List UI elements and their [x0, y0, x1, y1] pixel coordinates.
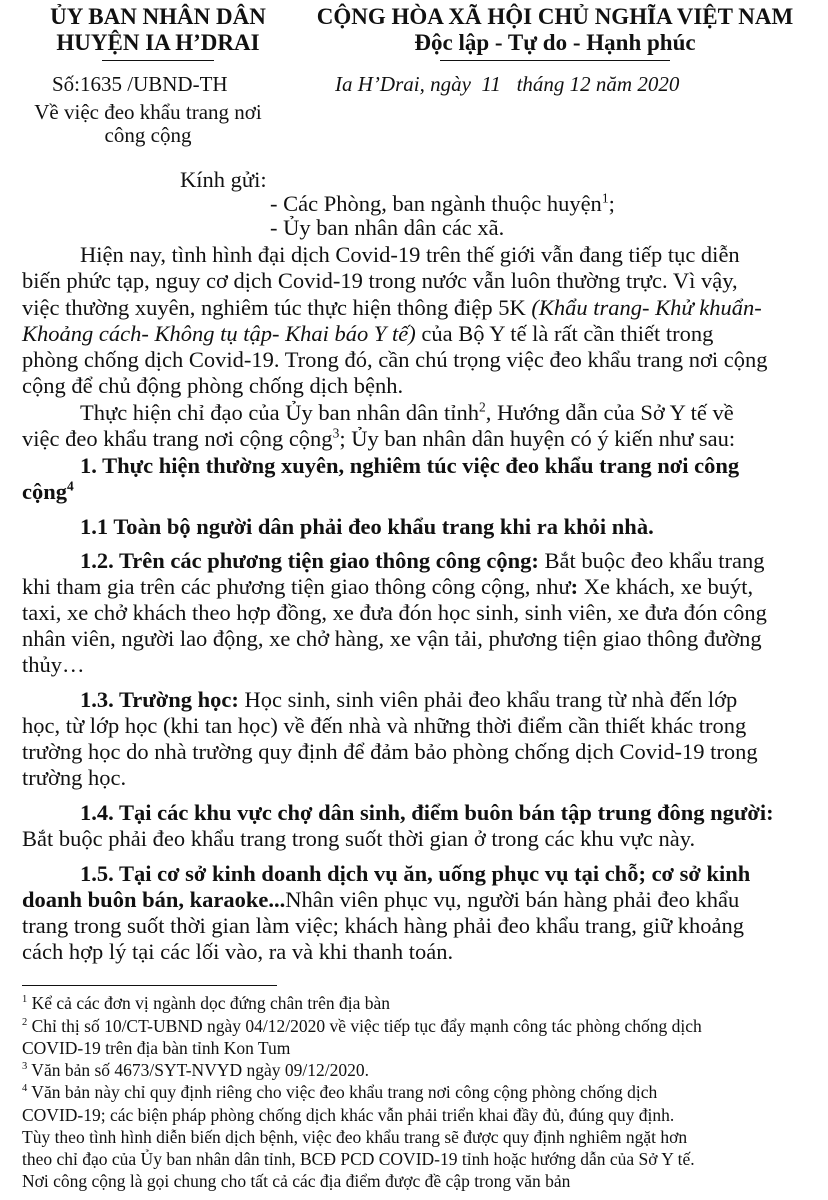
footnote-2-line1: $^2$ Chỉ thị số 10/CT-UBND ngày 04/12/2020 về việc tiếp tục đẩy mạnh công tác phòng chống dịch [22, 1016, 702, 1036]
p2-line2: việc đeo khẩu trang nơi cộng cộng$^3$; Ủy ban nhân dân huyện có ý kiến như sau: [22, 425, 736, 451]
document-number: Số:1635 /UBND-TH [52, 72, 228, 96]
s15-line3: trang trong suốt thời gian làm việc; khách hàng phải đeo khẩu trang, giữ khoảng [22, 913, 745, 938]
s14-line2: Bắt buộc phải đeo khẩu trang trong suốt thời gian ở trong các khu vực này. [22, 826, 696, 851]
footnote-4-line3: Tùy theo tình hình diễn biến dịch bệnh, việc đeo khẩu trang sẽ được quy định nghiêm ngặt hơn [22, 1127, 688, 1147]
s13-line1: 1.3. Trường học: Học sinh, sinh viên phải đeo khẩu trang từ nhà đến lớp [80, 687, 738, 712]
s15-line1: 1.5. Tại cơ sở kinh doanh dịch vụ ăn, uống phục vụ tại chỗ; cơ sở kinh [80, 861, 751, 886]
p1-line3: việc thường xuyên, nghiêm túc thực hiện thông điệp 5K (Khẩu trang- Khử khuẩn- [22, 295, 762, 320]
s12-line4: nhân viên, người lao động, xe chở hàng, xe vận tải, phương tiện giao thông đường [22, 626, 762, 651]
footnote-4-line1: $^4$ Văn bản này chỉ quy định riêng cho việc đeo khẩu trang nơi công cộng phòng chống dịch [22, 1082, 658, 1102]
s12-line3: taxi, xe chở khách theo hợp đồng, xe đưa đón học sinh, sinh viên, xe đưa đón công [22, 600, 767, 625]
p2-line1: Thực hiện chỉ đạo của Ủy ban nhân dân tỉnh$^2$, Hướng dẫn của Sở Y tế về [80, 399, 734, 425]
footnote-ref-4: 4 [67, 478, 74, 494]
footnote-ref-3: 3 [332, 425, 340, 441]
agency-underline [102, 60, 214, 61]
nation-motto: Độc lập - Tự do - Hạnh phúc [414, 30, 696, 55]
footnote-ref-2: 2 [478, 399, 486, 415]
place-date: Ia H’Drai, ngày 11 tháng 12 năm 2020 [335, 72, 680, 96]
p1-line2: biến phức tạp, nguy cơ dịch Covid-19 trong nước vẫn luôn thường trực. Vì vậy, [22, 268, 738, 293]
s15-line2: doanh buôn bán, karaoke...Nhân viên phục vụ, người bán hàng phải đeo khẩu [22, 887, 740, 912]
recipient-1: - Các Phòng, ban ngành thuộc huyện$^1$; [270, 190, 615, 216]
heading-1-line1: 1. Thực hiện thường xuyên, nghiêm túc việc đeo khẩu trang nơi công [80, 453, 740, 478]
s12-line5: thủy… [22, 652, 85, 677]
recipient-2: - Ủy ban nhân dân các xã. [270, 215, 505, 240]
s13-line3: trường học do nhà trường quy định để đảm bảo phòng chống dịch Covid-19 trong [22, 739, 758, 764]
s15-line4: cách hợp lý tại các lối vào, ra và khi thanh toán. [22, 939, 454, 964]
nation-title: CỘNG HÒA XÃ HỘI CHỦ NGHĨA VIỆT NAM [316, 4, 794, 29]
s12-line1: 1.2. Trên các phương tiện giao thông công cộng: Bắt buộc đeo khẩu trang [80, 548, 765, 573]
footnote-4-line4: theo chỉ đạo của Ủy ban nhân dân tỉnh, BCĐ PCD COVID-19 tỉnh hoặc hướng dẫn của Sở Y tế. [22, 1149, 695, 1169]
s13-line4: trường học. [22, 765, 127, 790]
p1-line6: cộng để chủ động phòng chống dịch bệnh. [22, 373, 404, 398]
subject-line1: Về việc đeo khẩu trang nơi [34, 100, 262, 124]
footnote-ref-1: 1 [601, 190, 609, 206]
heading-1-line2: cộng$^4$ [22, 478, 74, 504]
agency-name-line2: HUYỆN IA H’DRAI [56, 30, 260, 55]
p1-line5: phòng chống dịch Covid-19. Trong đó, cần chú trọng việc đeo khẩu trang nơi cộng [22, 347, 768, 372]
section-1-1: 1.1 Toàn bộ người dân phải đeo khẩu trang khi ra khỏi nhà. [80, 514, 654, 539]
p1-line1: Hiện nay, tình hình đại dịch Covid-19 trên thế giới vẫn đang tiếp tục diễn [80, 242, 740, 267]
subject-line2: công cộng [104, 123, 192, 147]
recipients-label: Kính gửi: [180, 167, 267, 192]
motto-underline [440, 60, 670, 61]
p1-line4: Khoảng cách- Không tụ tập- Khai báo Y tế) của Bộ Y tế là rất cần thiết trong [22, 321, 714, 346]
footnote-1: $^1$ Kể cả các đơn vị ngành dọc đứng chân trên địa bàn [22, 993, 391, 1013]
footnote-3: $^3$ Văn bản số 4673/SYT-NVYD ngày 09/12/2020. [22, 1060, 369, 1080]
s12-line2: khi tham gia trên các phương tiện giao thông công cộng, như: Xe khách, xe buýt, [22, 574, 754, 599]
s13-line2: học, từ lớp học (khi tan học) về đến nhà và những thời điểm cần thiết khác trong [22, 713, 747, 738]
footnote-4-line5: Nơi công cộng là gọi chung cho tất cả các địa điểm được đề cập trong văn bản [22, 1171, 571, 1191]
s14-line1: 1.4. Tại các khu vực chợ dân sinh, điểm buôn bán tập trung đông người: [80, 800, 774, 825]
footnote-separator [22, 985, 277, 986]
footnote-4-line2: COVID-19; các biện pháp phòng chống dịch khác vẫn phải triển khai đầy đủ, đúng quy định. [22, 1105, 675, 1125]
footnote-2-line2: COVID-19 trên địa bàn tỉnh Kon Tum [22, 1038, 291, 1058]
agency-name-line1: ỦY BAN NHÂN DÂN [50, 4, 266, 29]
